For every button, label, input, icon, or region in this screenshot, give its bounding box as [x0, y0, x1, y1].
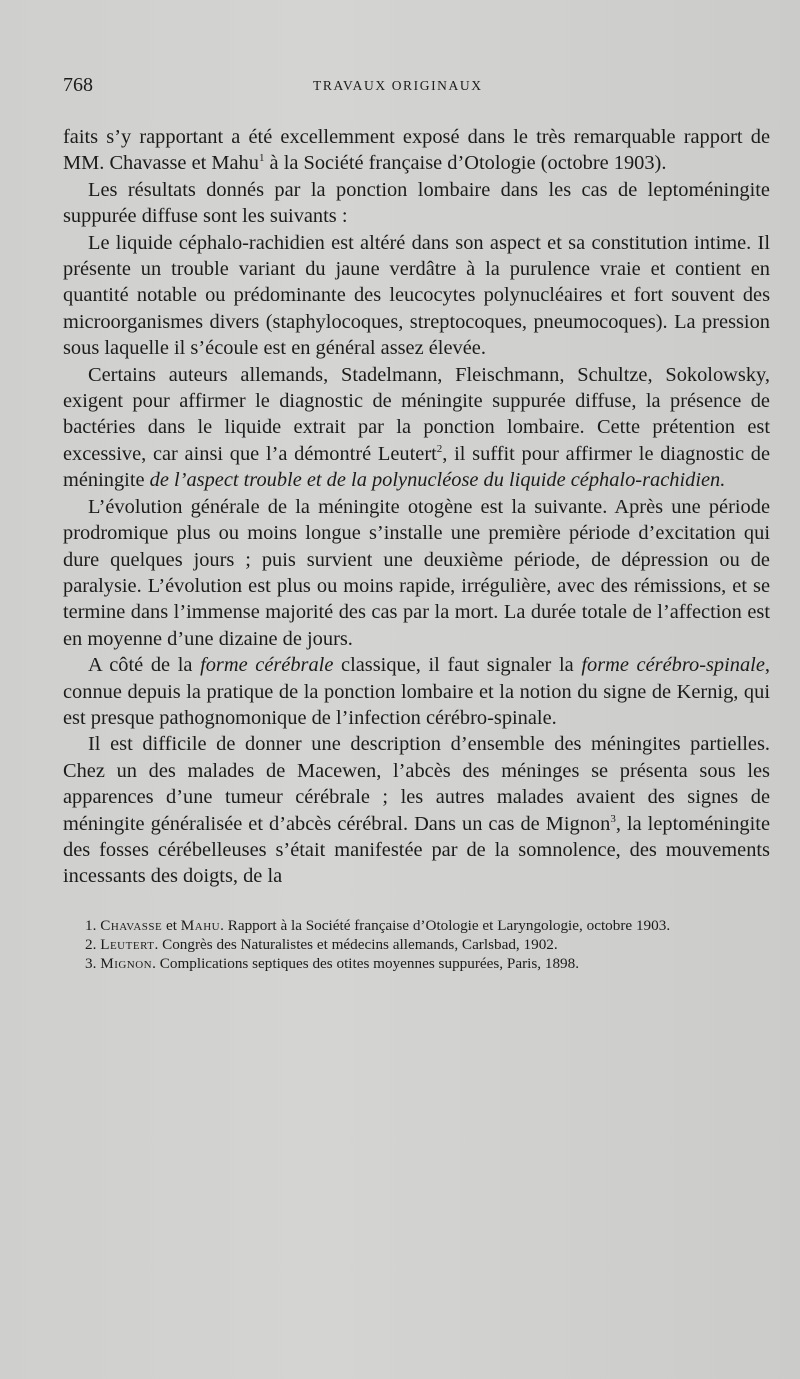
italic-emphasis: forme cérébro-spinale [581, 654, 765, 677]
footnote-text: . Congrès des Naturalistes et médecins allemands, Carlsbad, 1902. [154, 935, 558, 953]
paragraph-text: classique, il faut signaler la [333, 654, 582, 677]
paragraph-4 [63, 362, 770, 494]
paragraph-text: , la leptoméningite des fosses cérébelleuses s’était manifestée par de la somnolence, des mouvements incessants des doigts, de la [63, 812, 771, 888]
paragraph-text: A côté de la [88, 654, 201, 677]
page-header [63, 74, 770, 104]
italic-emphasis: de l’aspect trouble et de la polynucléose du liquide céphalo-rachidien. [149, 469, 726, 492]
footnote-text: et [162, 916, 181, 934]
footnotes [63, 916, 770, 973]
footnote-text: . Complications septiques des otites moyennes suppurées, Paris, 1898. [152, 954, 580, 972]
footnote-3 [63, 954, 770, 973]
paragraph-6 [63, 652, 770, 731]
paragraph-text: faits s’y rapportant a été excellemment exposé dans le très remarquable rapport de MM. Chavasse et Mahu [63, 126, 770, 175]
paragraph-5: L’évolution générale de la méningite otogène est la suivante. Après une période prodromique plus ou moins longue s’installe une première période d’excitation qui dure quelques jours ; puis survient une deuxième période, de dépression ou de paralysie. L’évolution est plus ou moins rapide, irrégulière, avec des rémissions, et se termine dans l’immense majorité des cas par la mort. La durée totale de l’affection est en moyenne d’une dizaine de jours. [63, 495, 770, 650]
footnote-text: . Rapport à la Société française d’Otologie et Laryngologie, octobre 1903. [220, 916, 671, 934]
paragraph-1 [63, 124, 770, 177]
paragraph-text: à la Société française d’Otologie (octobre 1903). [264, 152, 667, 175]
footnote-1 [63, 916, 770, 935]
footnote-number: 3. [85, 954, 97, 972]
footnote-author: Leutert [100, 935, 155, 953]
paragraph-3: Le liquide céphalo-rachidien est altéré dans son aspect et sa constitution intime. Il présente un trouble variant du jaune verdâtre à la purulence vraie et contient en quantité notable ou prédominante des leucocytes polynucléaires et fort souvent des microorganismes divers (staphylocoques, streptocoques, pneumocoques). La pression sous laquelle il s’écoule est en général assez élevée. [63, 231, 770, 360]
footnote-ref-2: 2 [436, 443, 443, 456]
footnote-author: Chavasse [100, 916, 163, 934]
paragraph-text: , connue depuis la pratique de la ponction lombaire et la notion du signe de Kernig, qui est presque pathognomonique de l’infection cérébro-spinale. [63, 654, 771, 729]
footnote-author: Mignon [100, 954, 153, 972]
paragraph-7 [63, 731, 770, 889]
page-number: 768 [63, 74, 93, 96]
footnote-ref-3: 3 [610, 812, 616, 825]
footnote-number: 1. [85, 916, 97, 934]
footnote-number: 2. [85, 935, 97, 953]
paragraph-2: Les résultats donnés par la ponction lombaire dans les cas de leptoméningite suppurée diffuse sont les suivants : [63, 178, 770, 228]
running-title: TRAVAUX ORIGINAUX [313, 78, 483, 93]
footnote-author: Mahu [180, 916, 221, 934]
italic-emphasis: forme cérébrale [200, 654, 334, 677]
paragraph-text: Il est difficile de donner une description d’ensemble des méningites partielles. Chez un des malades de Macewen, l’abcès des méninges se présenta sous les apparences d’une tumeur cérébrale ; les autres malades avaient des signes de méningite généralisée et d’abcès cérébral. Dans un cas de Mignon [63, 733, 770, 835]
footnote-ref-1: 1 [258, 152, 265, 165]
body-text [63, 124, 770, 890]
footnote-2 [63, 935, 770, 954]
paragraph-text: , il suffit pour affirmer le diagnostic de méningite [63, 442, 770, 492]
paragraph-text: Certains auteurs allemands, Stadelmann, Fleischmann, Schultze, Sokolowsky, exigent pour affirmer le diagnostic de méningite suppurée diffuse, la présence de bactéries dans le liquide extrait par la ponction lombaire. Cette prétention est excessive, car ainsi que l’a démontré Leutert [63, 363, 770, 465]
